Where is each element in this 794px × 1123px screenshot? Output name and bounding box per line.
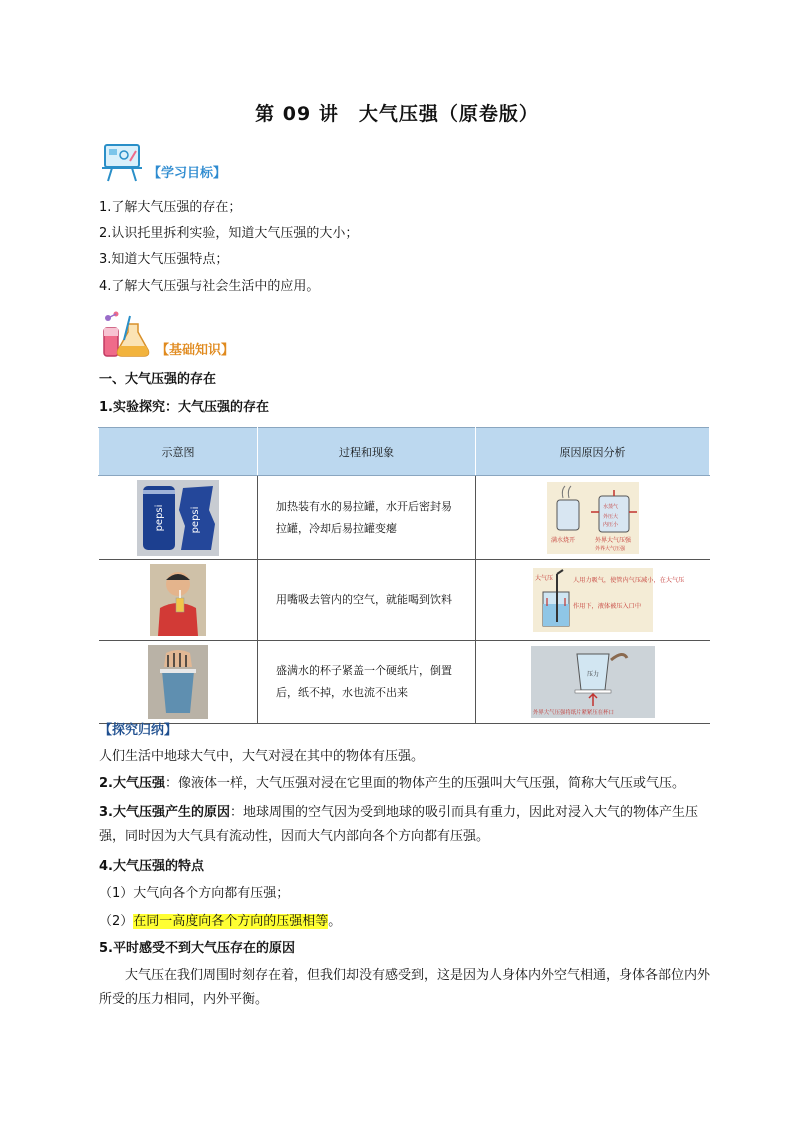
- objective-item: 2.认识托里拆利实验，知道大气压强的大小；: [99, 226, 359, 241]
- objectives-label: 【学习目标】: [148, 166, 227, 181]
- features-heading: 4.大气压强的特点: [99, 859, 204, 874]
- highlighted-feature: 在同一高度向各个方向的压强相等: [133, 914, 329, 929]
- whiteboard-icon: [102, 143, 146, 183]
- table-header-row: [99, 428, 710, 476]
- reason-paragraph: 大气压在我们周围时刻存在着，但我们却没有感受到，这是因为人身体内外空气相通，身体各部位内外所受的压力相同，内外平衡。: [99, 968, 711, 1007]
- diagram-label: 外界大气压强: [594, 545, 625, 552]
- crushed-cans-photo: [137, 480, 219, 556]
- can-heating-diagram: [547, 482, 639, 554]
- definition-paragraph: [99, 772, 711, 796]
- process-cell: 用嘴吸去管内的空气，就能喝到饮料: [258, 560, 476, 641]
- analysis-cell: [476, 560, 710, 641]
- illustration-cell: [99, 560, 258, 641]
- child-drinking-photo: [150, 564, 206, 636]
- diagram-label: 人用力吸气，使管内气压减小，在大气压: [572, 577, 685, 584]
- cause-term: 3.大气压强产生的原因: [99, 805, 230, 820]
- feature-item: （1）大气向各个方向都有压强；: [99, 886, 290, 901]
- can-logo-text: pepsi: [153, 504, 165, 531]
- column-header: 示意图: [99, 428, 258, 476]
- table-row: [99, 560, 710, 641]
- column-header: 原因原因分析: [476, 428, 710, 476]
- column-header: 过程和现象: [258, 428, 476, 476]
- diagram-label: 外界大气压强: [594, 536, 631, 544]
- analysis-cell: [476, 476, 710, 560]
- can-logo-text: pepsi: [189, 506, 201, 533]
- table-row: [99, 476, 710, 560]
- section-heading: 一、大气压强的存在: [99, 372, 217, 387]
- cause-paragraph: [99, 801, 711, 849]
- diagram-label: 作用下，液体被压入口中: [572, 603, 641, 610]
- definition-text: ：像液体一样，大气压强对浸在它里面的物体产生的压强叫大气压强，简称大气压或气压。: [164, 776, 685, 791]
- cup-paper-diagram: [531, 646, 655, 718]
- page-title: 第 09 讲 大气压强（原卷版）: [255, 103, 539, 125]
- illustration-cell: [99, 641, 258, 724]
- process-cell: 盛满水的杯子紧盖一个硬纸片，倒置后，纸不掉，水也流不出来: [258, 641, 476, 724]
- straw-diagram: [533, 568, 685, 632]
- reason-heading: 5.平时感受不到大气压存在的原因: [99, 941, 295, 956]
- diagram-label: 满水烧开: [550, 536, 575, 544]
- experiment-table: [98, 427, 710, 724]
- diagram-label: 大气压: [534, 575, 553, 582]
- summary-text: 人们生活中地球大气中，大气对浸在其中的物体有压强。: [99, 749, 425, 764]
- diagram-label: 内压小: [602, 521, 618, 528]
- objective-item: 3.知道大气压强特点；: [99, 252, 229, 267]
- analysis-cell: [476, 641, 710, 724]
- basics-label: 【基础知识】: [156, 343, 235, 358]
- objectives-header: [102, 143, 226, 183]
- summary-label: 【探究归纳】: [99, 723, 178, 738]
- diagram-label: 压力: [586, 671, 599, 678]
- objective-item: 1.了解大气压强的存在；: [99, 200, 242, 215]
- process-cell: 加热装有水的易拉罐，水开后密封易拉罐，冷却后易拉罐变瘪: [258, 476, 476, 560]
- feature-prefix: （2）: [99, 914, 134, 929]
- illustration-cell: [99, 476, 258, 560]
- experiment-heading: 1.实验探究：大气压强的存在: [99, 400, 269, 415]
- diagram-label: 外压大: [602, 513, 618, 520]
- flask-icon: [100, 310, 154, 360]
- definition-term: 2.大气压强: [99, 776, 165, 791]
- cause-text: ：地球周围的空气因为受到地球的吸引而具有重力，因此对浸入大气的物体产生压强，同时因为大气具有流动性，因而大气内部向各个方向都有压强。: [99, 805, 698, 844]
- basics-header: [100, 310, 234, 360]
- objective-item: 4.了解大气压强与社会生活中的应用。: [99, 279, 320, 294]
- diagram-label: 外界大气压强将纸片紧紧压在杯口: [532, 710, 614, 716]
- table-row: [99, 641, 710, 724]
- inverted-cup-photo: [148, 645, 208, 719]
- feature-item: [99, 912, 341, 932]
- feature-suffix: 。: [328, 914, 342, 929]
- diagram-label: 水蒸气: [602, 503, 618, 510]
